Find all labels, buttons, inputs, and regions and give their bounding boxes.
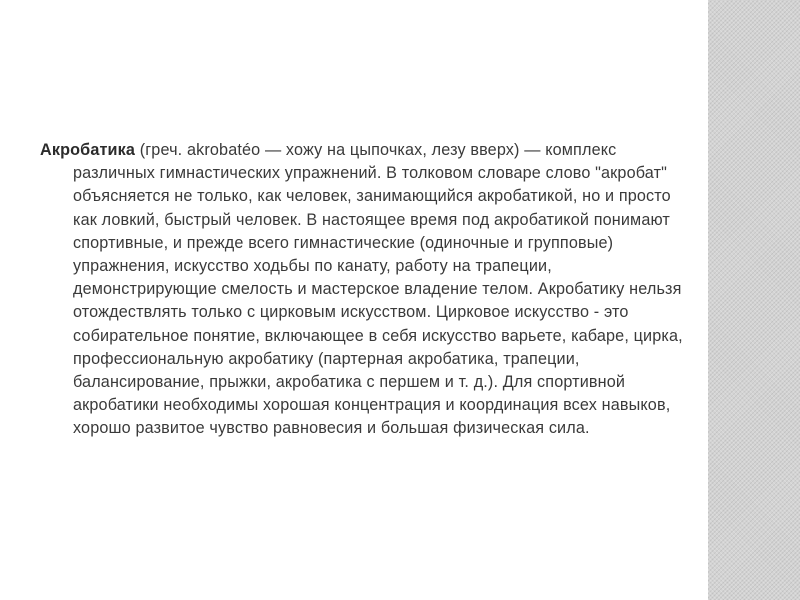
definition-paragraph <box>40 139 693 441</box>
term-heading: Акробатика <box>40 141 136 159</box>
definition-text: (греч. akrobatéo — хожу на цыпочках, лезу вверх) — комплекс различных гимнастических упражнений. В толковом словаре слово "акробат" объясняется не только, как человек, занимающийся акробатикой, но и просто как ловкий, быстрый человек. В настоящее время под акробатикой понимают спортивные, и прежде всего гимнастические (одиночные и групповые) упражнения, искусство ходьбы по канату, работу на трапеции, демонстрирующие смелость и мастерское владение телом. Акробатику нельзя отождествлять только с цирковым искусством. Цирковое искусство - это собирательное понятие, включающее в себя искусство варьете, кабаре, цирка, профессиональную акробатику (партерная акробатика, трапеции, балансирование, прыжки, акробатика с першем и т. д.). Для спортивной акробатики необходимы хорошая концентрация и координация всех навыков, хорошо развитое чувство равновесия и большая физическая сила. <box>73 141 683 438</box>
decorative-side-band <box>708 0 800 600</box>
